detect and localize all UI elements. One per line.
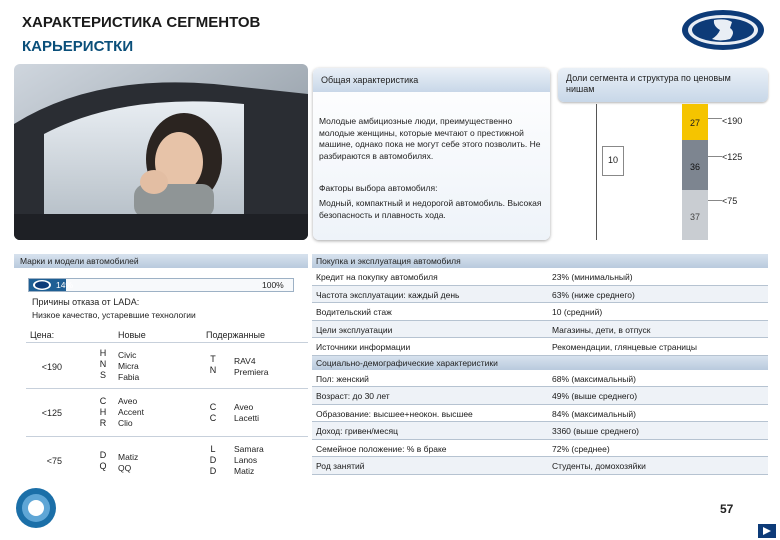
row-separator bbox=[26, 342, 308, 343]
segment-share-bar bbox=[602, 146, 624, 176]
row-value: 84% (максимальный) bbox=[552, 408, 636, 419]
table-row bbox=[312, 457, 768, 475]
row-key: Водительский стаж bbox=[316, 307, 392, 317]
refusal-text: Низкое качество, устаревшие технологии bbox=[32, 310, 196, 320]
col-used-header: Подержанные bbox=[206, 330, 265, 340]
chevrolet-icon: C bbox=[99, 396, 107, 406]
table-row bbox=[312, 338, 768, 356]
factors-text: Модный, компактный и недорогой автомобиль. Высокая безопасность и плавность хода. bbox=[319, 198, 542, 220]
car-model: Lacetti bbox=[234, 413, 260, 423]
table-row bbox=[312, 422, 768, 440]
segment-heading: Доли сегмента и структура по ценовым нишам bbox=[558, 68, 768, 102]
row-value: 63% (ниже среднего) bbox=[552, 289, 635, 300]
row-value: Рекомендации, глянцевые страницы bbox=[552, 342, 698, 352]
brand-icons bbox=[94, 396, 112, 429]
page-subtitle: КАРЬЕРИСТКИ bbox=[22, 38, 134, 55]
segment-share-value: 10 bbox=[607, 155, 618, 165]
lada-logo bbox=[680, 8, 766, 52]
price-190: <190 bbox=[41, 362, 62, 372]
brand-icons bbox=[94, 348, 112, 381]
row-value: 49% (выше среднего) bbox=[552, 391, 638, 401]
row-separator bbox=[26, 436, 308, 437]
purchase-heading: Покупка и эксплуатация автомобиля bbox=[312, 254, 768, 268]
price-75: <75 bbox=[46, 456, 62, 466]
row-value: 72% (среднее) bbox=[552, 443, 610, 454]
chevrolet-icon: C bbox=[209, 413, 217, 423]
woman-in-car-photo bbox=[14, 64, 308, 240]
niche-bar-190 bbox=[682, 104, 708, 140]
flower-decoration-icon bbox=[14, 486, 58, 530]
niche-value-75: 37 bbox=[689, 212, 700, 222]
next-page-icon[interactable] bbox=[758, 524, 776, 538]
new-cars-75 bbox=[118, 452, 138, 474]
row-key: Частота эксплуатации: каждый день bbox=[316, 289, 460, 300]
car-model: Samara bbox=[234, 444, 264, 454]
nissan-icon: N bbox=[209, 365, 217, 375]
car-model: QQ bbox=[118, 463, 132, 473]
segment-chart bbox=[596, 104, 746, 240]
car-model: Accent bbox=[118, 407, 144, 417]
daewoo-icon: D bbox=[99, 450, 107, 460]
niche-label-190: <190 bbox=[722, 116, 743, 126]
toyota-icon: T bbox=[210, 354, 216, 364]
niche-label-75: <75 bbox=[722, 196, 738, 206]
page-title: ХАРАКТЕРИСТИКА СЕГМЕНТОВ bbox=[22, 14, 261, 31]
used-cars-190 bbox=[234, 356, 268, 378]
new-cars-125 bbox=[118, 396, 144, 429]
refusal-heading: Причины отказа от LADA: bbox=[32, 297, 140, 307]
new-cars-190 bbox=[118, 350, 139, 383]
daewoo-icon: D bbox=[209, 455, 217, 465]
demographics-heading: Социально-демографические характеристики bbox=[312, 356, 768, 370]
table-row bbox=[312, 303, 768, 321]
niche-leader-75 bbox=[708, 200, 722, 201]
page-number: 57 bbox=[720, 502, 734, 516]
car-model: RAV4 bbox=[234, 356, 256, 366]
car-model: Premiera bbox=[234, 367, 269, 377]
table-row bbox=[312, 370, 768, 388]
chevrolet-icon: C bbox=[209, 402, 217, 412]
daewoo-icon: D bbox=[209, 466, 217, 476]
niche-bar-125 bbox=[682, 140, 708, 190]
niche-bar-75 bbox=[682, 190, 708, 240]
car-model: Micra bbox=[118, 361, 139, 371]
row-value: Студенты, домохозяйки bbox=[552, 461, 646, 471]
segment-axis bbox=[596, 104, 597, 240]
brand-icons bbox=[204, 354, 222, 376]
car-model: Civic bbox=[118, 350, 137, 360]
total-share-value: 100% bbox=[262, 280, 284, 290]
table-row bbox=[312, 268, 768, 286]
renault-icon: R bbox=[99, 418, 107, 428]
table-row bbox=[312, 286, 768, 304]
price-125: <125 bbox=[41, 408, 62, 418]
row-separator bbox=[26, 388, 308, 389]
brand-icons bbox=[204, 402, 222, 424]
row-key: Род занятий bbox=[316, 461, 365, 471]
row-value: 3360 (выше среднего) bbox=[552, 426, 640, 436]
car-model: Lanos bbox=[234, 455, 258, 465]
car-model: Matiz bbox=[118, 452, 139, 462]
nissan-icon: N bbox=[99, 359, 107, 369]
table-row bbox=[312, 387, 768, 405]
table-row bbox=[312, 321, 768, 339]
niche-leader-190 bbox=[708, 118, 722, 119]
row-key: Источники информации bbox=[316, 342, 411, 352]
used-cars-125 bbox=[234, 402, 259, 424]
brand-icons bbox=[204, 444, 222, 477]
hyundai-icon: H bbox=[99, 407, 107, 417]
purchase-demographics-table bbox=[312, 254, 768, 475]
col-price-header: Цена: bbox=[30, 330, 55, 340]
lada-icon: L bbox=[210, 444, 216, 454]
table-row bbox=[312, 440, 768, 458]
skoda-icon: S bbox=[99, 370, 106, 380]
niche-leader-125 bbox=[708, 156, 722, 157]
row-key: Семейное положение: % в браке bbox=[316, 443, 447, 454]
brand-icons bbox=[94, 450, 112, 472]
row-key: Доход: гривен/месяц bbox=[316, 426, 398, 436]
row-key: Кредит на покупку автомобиля bbox=[316, 272, 438, 282]
table-row bbox=[312, 405, 768, 423]
car-model: Matiz bbox=[234, 466, 255, 476]
car-model: Aveo bbox=[118, 396, 138, 406]
niche-label-125: <125 bbox=[722, 152, 743, 162]
row-key: Образование: высшее+неокон. высшее bbox=[316, 408, 473, 419]
used-cars-75 bbox=[234, 444, 264, 477]
overview-card bbox=[313, 68, 550, 240]
chery-icon: Q bbox=[99, 461, 107, 471]
car-model: Clio bbox=[118, 418, 133, 428]
lada-share-value: 14% bbox=[56, 280, 74, 290]
row-value: Магазины, дети, в отпуск bbox=[552, 324, 651, 335]
row-value: 10 (средний) bbox=[552, 307, 603, 317]
row-key: Возраст: до 30 лет bbox=[316, 391, 390, 401]
car-model: Fabia bbox=[118, 372, 140, 382]
niche-value-125: 36 bbox=[689, 162, 700, 172]
col-new-header: Новые bbox=[118, 330, 146, 340]
row-value: 23% (минимальный) bbox=[552, 272, 633, 282]
row-key: Цели эксплуатации bbox=[316, 324, 393, 335]
overview-description: Молодые амбициозные люди, преимущественно молодые женщины, которые мечтают о престижной машине, однако пока не могут себе этого позволить. Не разбираются в автомобилях. bbox=[319, 116, 541, 161]
car-model: Aveo bbox=[234, 402, 254, 412]
row-value: 68% (максимальный) bbox=[552, 373, 636, 384]
factors-heading: Факторы выбора автомобиля: bbox=[319, 183, 438, 193]
niche-value-190: 27 bbox=[689, 118, 700, 128]
brands-heading: Марки и модели автомобилей bbox=[14, 254, 308, 268]
honda-icon: H bbox=[99, 348, 107, 358]
row-key: Пол: женский bbox=[316, 373, 369, 384]
overview-heading: Общая характеристика bbox=[313, 68, 550, 92]
lada-small-logo bbox=[32, 279, 52, 291]
